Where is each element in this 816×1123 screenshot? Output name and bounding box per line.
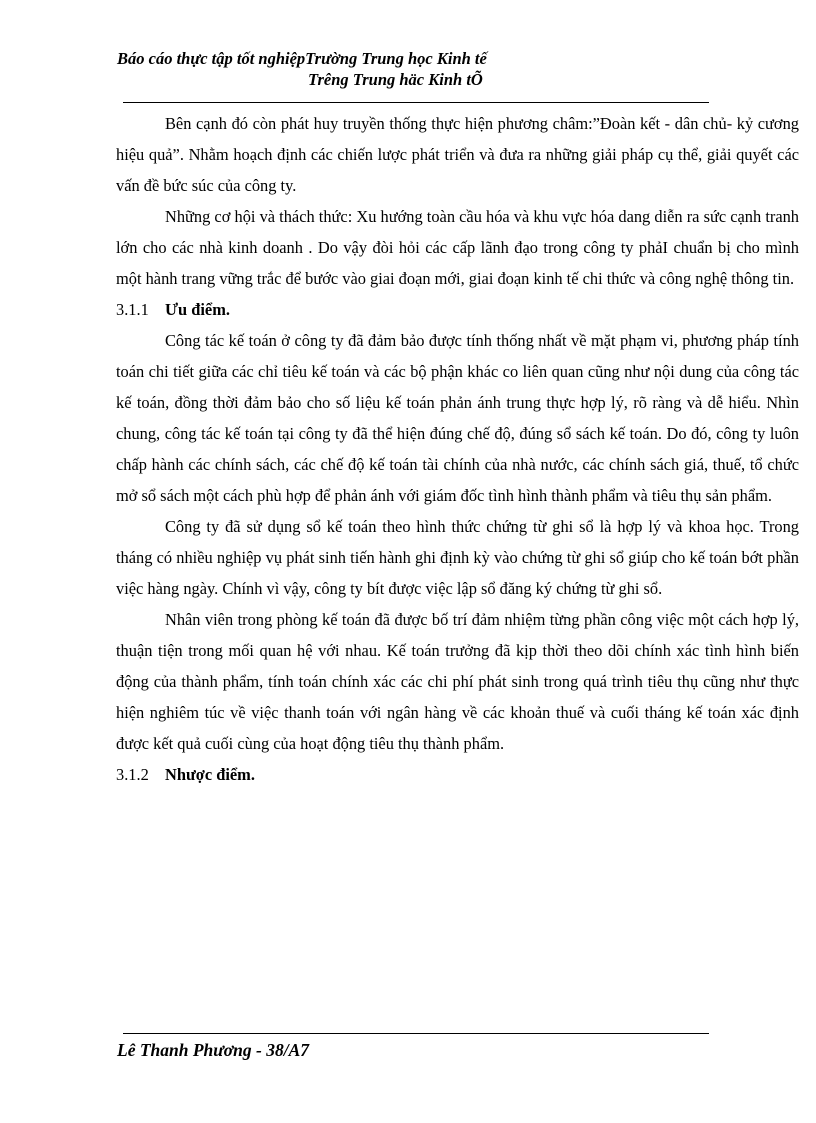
header-title-line2: Trêng Trung häc Kinh tÕ xyxy=(308,70,483,89)
paragraph-accounting-work: Công tác kế toán ở công ty đã đảm bảo được tính thống nhất về mặt phạm vi, phương pháp tính toán chi tiết giữa các chỉ tiêu kế toán và các bộ phận khác co liên quan cũng như nội dung của công tác kế toán, đồng thời đảm bảo cho số liệu kế toán phản ánh trung thực hợp lý, rõ ràng và dễ hiểu. Nhìn chung, công tác kế toán tại công ty đã thể hiện đúng chế độ, đúng sổ sách kế toán. Do đó, công ty luôn chấp hành các chính sách, các chế độ kế toán tài chính của nhà nước, các chính sách giá, thuế, tổ chức mở sổ sách một cách phù hợp để phản ánh với giám đốc tình hình thành phẩm và tiêu thụ sản phẩm. xyxy=(116,331,799,505)
paragraph-opportunities: Những cơ hội và thách thức: Xu hướng toàn cầu hóa và khu vực hóa dang diễn ra sức cạnh tranh lớn cho các nhà kinh doanh . Do vậy đòi hỏi các cấp lãnh đạo trong công ty phảI chuẩn bị cho mình một hành trang vững trắc để bước vào giai đoạn mới, giai đoạn kinh tế chi thức và công nghệ thông tin. xyxy=(116,207,799,288)
section-number: 3.1.2 xyxy=(116,765,149,784)
header-title-line1: Báo cáo thực tập tốt nghiệpTrường Trung học Kinh tế xyxy=(117,49,487,68)
section-heading-advantages xyxy=(116,294,799,325)
footer-divider xyxy=(123,1033,709,1034)
section-number: 3.1.1 xyxy=(116,300,149,319)
header-divider xyxy=(123,102,709,103)
section-title: Nhược điểm. xyxy=(165,765,255,784)
page-header xyxy=(117,48,717,90)
page-footer xyxy=(117,1038,309,1062)
section-heading-disadvantages xyxy=(116,759,799,790)
paragraph-ledger-form: Công ty đã sử dụng sổ kế toán theo hình thức chứng từ ghi sổ là hợp lý và khoa học. Trong tháng có nhiều nghiệp vụ phát sinh tiến hành ghi định kỳ vào chứng từ ghi sổ giúp cho kế toán bớt phần việc hàng ngày. Chính vì vậy, công ty bít được việc lập sổ đăng ký chứng từ ghi sổ. xyxy=(116,517,799,598)
paragraph-intro: Bên cạnh đó còn phát huy truyền thống thực hiện phương châm:”Đoàn kết - dân chủ- kỷ cương hiệu quả”. Nhằm hoạch định các chiến lược phát triển và đưa ra những giải pháp cụ thể, giải quyết các vấn đề bức súc của công ty. xyxy=(116,114,799,195)
section-title: Ưu điểm. xyxy=(165,300,230,319)
document-body xyxy=(116,108,799,790)
footer-author: Lê Thanh Phương - 38/A7 xyxy=(117,1040,309,1060)
paragraph-staff: Nhân viên trong phòng kế toán đã được bố trí đảm nhiệm từng phần công việc một cách hợp lý, thuận tiện trong mối quan hệ với nhau. Kế toán trưởng đã kịp thời theo dõi chính xác tình hình biến động của thành phẩm, tính toán chính xác các chi phí phát sinh trong quá trình tiêu thụ cũng như thực hiện nghiêm túc về việc thanh toán với ngân hàng về các khoản thuế và cuối tháng kế toán xác định được kết quả cuối cùng của hoạt động tiêu thụ thành phẩm. xyxy=(116,610,799,753)
